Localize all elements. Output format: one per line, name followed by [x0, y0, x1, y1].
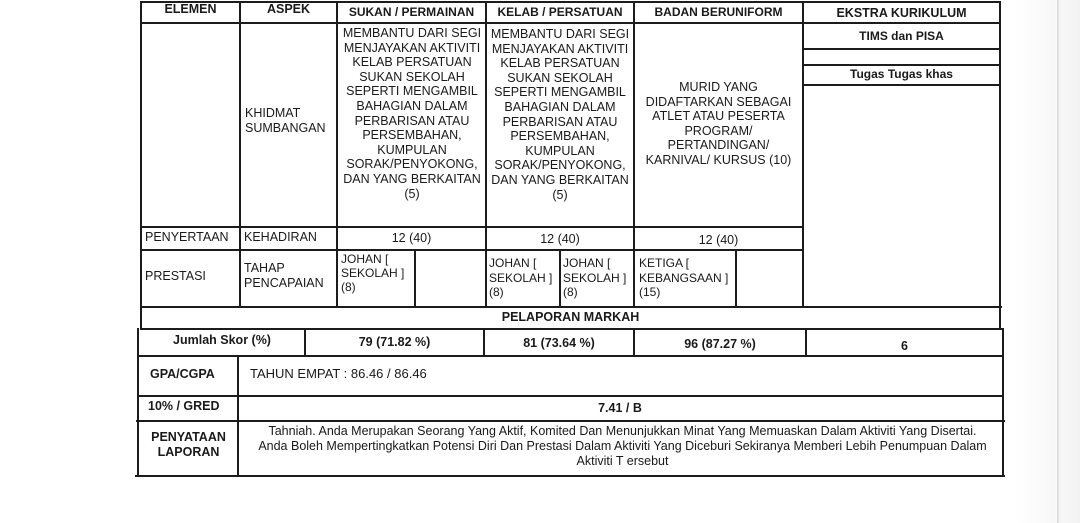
prestasi-kelab-1: JOHAN [ SEKOLAH ] (8) — [489, 256, 553, 299]
khidmat-badan-text: MURID YANG DIDAFTARKAN SEBAGAI ATLET ATAU PESERTA PROGRAM/ PERTANDINGAN/ KARNIVAL/ KURSUS (10) — [645, 80, 792, 167]
rule-ekstra-2 — [803, 64, 1000, 66]
khidmat-kelab-text: MEMBANTU DARI SEGI MENJAYAKAN AKTIVITI KELAB PERSATUAN SUKAN SEKOLAH SEPERTI MENGAMBIL BAHAGIAN DALAM PERBARISAN ATAU PERSEMBAHAN, KUMPULAN SORAK/PENYOKONG, DAN YANG BERKAITAN (5) — [490, 27, 630, 202]
paper-edge-shadow — [1057, 0, 1060, 523]
rule-kelab-left — [485, 1, 487, 307]
penyataan-label: PENYATAAN LAPORAN — [151, 430, 226, 459]
gpa-value: TAHUN EMPAT : 86.46 / 86.46 — [250, 366, 427, 381]
jumlah-ekstra: 6 — [901, 339, 908, 353]
rule-ekstra-left — [802, 1, 804, 307]
rule-badan-left — [633, 1, 635, 307]
jumlah-label: Jumlah Skor (%) — [173, 333, 271, 347]
pelaporan-title: PELAPORAN MARKAH — [501, 310, 640, 324]
rule-jumlah-bottom — [138, 355, 1004, 357]
penyertaan-elemen: PENYERTAAN — [145, 230, 229, 244]
rule-gred-bottom — [136, 420, 1005, 422]
khidmat-sukan-text: MEMBANTU DARI SEGI MENJAYAKAN AKTIVITI KELAB PERSATUAN SUKAN SEKOLAH SEPERTI MENGAMBIL BAHAGIAN DALAM PERBARISAN ATAU PERSEMBAHAN, KUMPULAN SORAK/PENYOKONG, DAN YANG BERKAITAN (5) — [342, 26, 482, 201]
header-sukan: SUKAN / PERMAINAN — [348, 5, 475, 19]
rule-ekstra-1 — [803, 48, 1000, 50]
prestasi-sukan-1: JOHAN [ SEKOLAH ] (8) — [341, 252, 405, 294]
header-kelab: KELAB / PERSATUAN — [497, 5, 623, 19]
rule-ekstra-3 — [803, 84, 1000, 86]
gpa-label: GPA/CGPA — [150, 367, 215, 381]
prestasi-kelab-2: JOHAN [ SEKOLAH ] (8) — [563, 256, 627, 299]
jumlah-badan: 96 (87.27 %) — [684, 337, 756, 351]
header-ekstra: EKSTRA KURIKULUM — [836, 6, 967, 20]
header-aspek: ASPEK — [266, 2, 311, 16]
gred-value: 7.41 / B — [598, 401, 642, 415]
rule-left-lower — [137, 328, 139, 476]
rule-left-upper — [140, 1, 142, 329]
penyataan-text: Tahniah. Anda Merupakan Seorang Yang Aktif, Komited Dan Menunjukkan Minat Yang Memuaskan Dalam Aktiviti Yang Disertai. Anda Boleh Mempertingkatkan Potensi Diri Dan Prestasi Dalam Aktiviti Yang Diceburi Sekiranya Memberi Lebih Penumpuan Dalam Aktiviti T ersebut — [258, 424, 987, 468]
rule-sukan-left — [336, 1, 338, 307]
rule-prestasi-kelab-split — [559, 249, 561, 306]
rule-header-bottom — [140, 22, 1000, 24]
rule-prestasi-bottom — [140, 306, 1002, 308]
ekstra-item-tims: TIMS dan PISA — [859, 29, 944, 43]
penyertaan-aspek: KEHADIRAN — [244, 230, 317, 244]
prestasi-aspek: TAHAP PENCAPAIAN — [244, 261, 324, 290]
rule-gpa-bottom — [137, 395, 1004, 397]
prestasi-elemen: PRESTASI — [145, 269, 206, 283]
penyertaan-sukan: 12 (40) — [391, 231, 432, 245]
rule-label-split — [237, 355, 239, 476]
rule-table-bottom — [135, 475, 1005, 477]
jumlah-sukan: 79 (71.82 %) — [358, 335, 431, 349]
rule-right-upper — [999, 1, 1001, 329]
rule-prestasi-badan-split — [735, 249, 737, 306]
penyertaan-badan: 12 (40) — [698, 233, 739, 247]
rule-aspek-left — [239, 1, 241, 307]
rule-right-lower — [1002, 328, 1004, 476]
header-badan: BADAN BERUNIFORM — [654, 5, 783, 19]
ekstra-item-tugas: Tugas Tugas khas — [850, 67, 953, 81]
penyertaan-kelab: 12 (40) — [540, 232, 580, 246]
rule-pelaporan-bottom — [140, 328, 1002, 330]
jumlah-kelab: 81 (73.64 %) — [523, 336, 595, 350]
header-elemen: ELEMEN — [164, 2, 217, 16]
prestasi-badan-1: KETIGA [ KEBANGSAAN ] (15) — [639, 256, 729, 299]
khidmat-aspek: KHIDMAT SUMBANGAN — [245, 106, 326, 135]
gred-label: 10% / GRED — [148, 399, 220, 413]
